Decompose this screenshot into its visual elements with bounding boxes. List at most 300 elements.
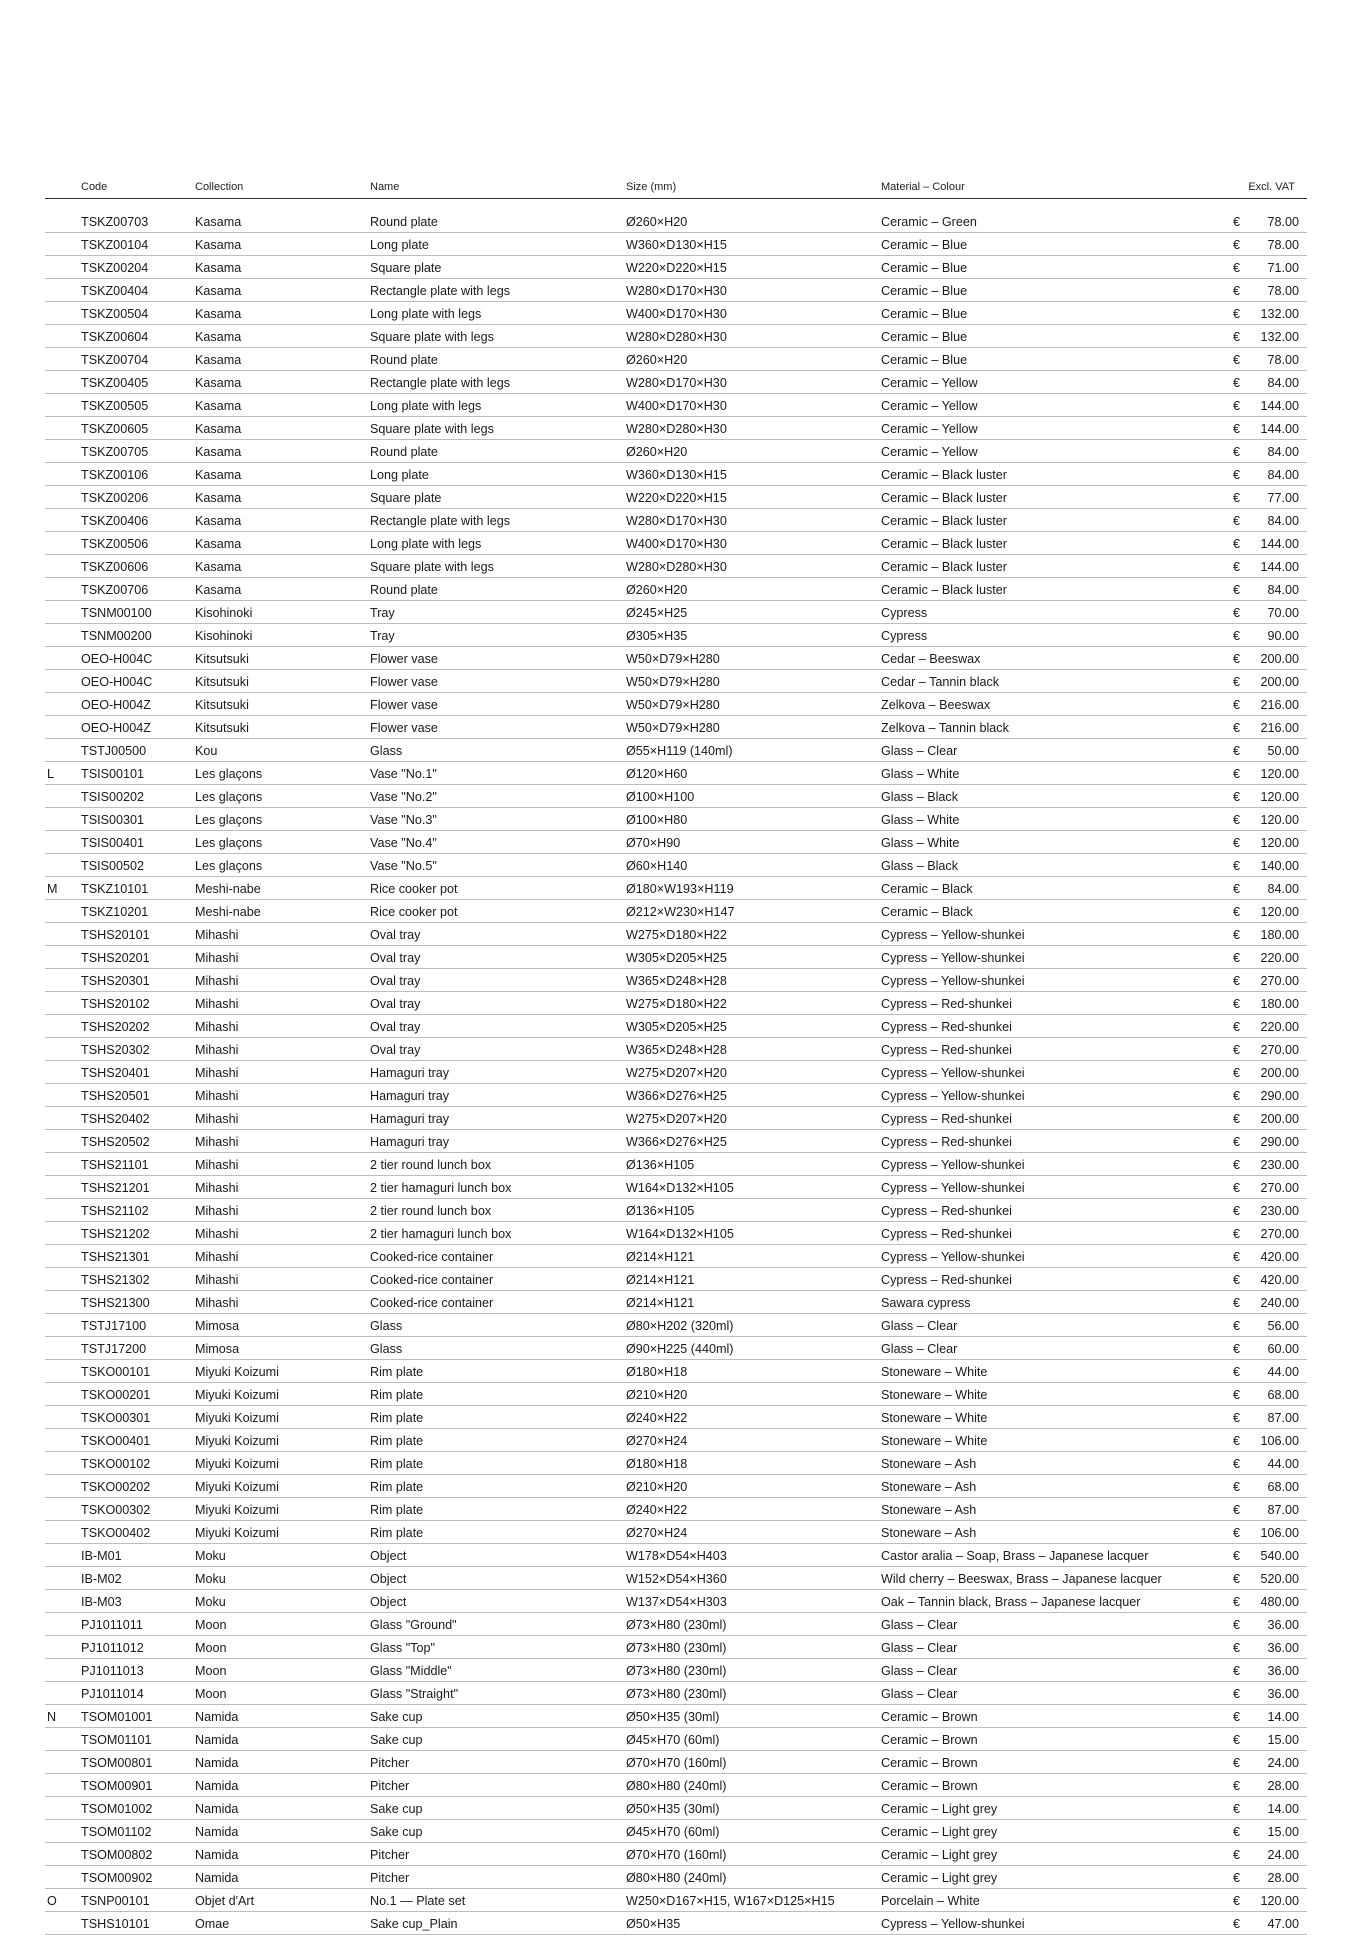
cell-name: Pitcher: [370, 1848, 410, 1862]
cell-price: 44.00: [1267, 1457, 1299, 1471]
cell-collection: Miyuki Koizumi: [195, 1365, 279, 1379]
cell-name: Sake cup: [370, 1825, 423, 1839]
cell-code: TSHS21201: [81, 1181, 150, 1195]
cell-size: W360×D130×H15: [626, 468, 727, 482]
cell-size: W164×D132×H105: [626, 1181, 734, 1195]
cell-material: Ceramic – Blue: [881, 238, 968, 252]
cell-name: Oval tray: [370, 1043, 421, 1057]
cell-size: Ø70×H70 (160ml): [626, 1756, 727, 1770]
cell-currency: €: [1233, 1273, 1241, 1287]
cell-size: W220×D220×H15: [626, 491, 727, 505]
cell-size: W360×D130×H15: [626, 238, 727, 252]
cell-collection: Mihashi: [195, 1158, 239, 1172]
table-row: [45, 1567, 1307, 1590]
cell-price: 84.00: [1267, 583, 1299, 597]
cell-code: TSKZ00404: [81, 284, 149, 298]
cell-name: Square plate with legs: [370, 560, 494, 574]
table-row: [45, 877, 1307, 900]
cell-code: TSKZ00204: [81, 261, 149, 275]
cell-size: Ø210×H20: [626, 1388, 688, 1402]
cell-size: W280×D170×H30: [626, 514, 727, 528]
cell-currency: €: [1233, 606, 1241, 620]
cell-code: TSHS20101: [81, 928, 150, 942]
cell-collection: Les glaçons: [195, 813, 263, 827]
cell-name: Flower vase: [370, 675, 438, 689]
cell-price: 14.00: [1267, 1802, 1299, 1816]
cell-price: 220.00: [1260, 951, 1299, 965]
cell-code: TSKZ00706: [81, 583, 149, 597]
table-row: [45, 555, 1307, 578]
cell-name: Rim plate: [370, 1503, 424, 1517]
table-row: [45, 1843, 1307, 1866]
cell-price: 290.00: [1260, 1089, 1299, 1103]
cell-size: W164×D132×H105: [626, 1227, 734, 1241]
header-size: Size (mm): [626, 181, 677, 193]
cell-price: 120.00: [1260, 767, 1299, 781]
cell-code: TSHS20401: [81, 1066, 150, 1080]
cell-code: TSKZ10101: [81, 882, 149, 896]
table-row: [45, 601, 1307, 624]
cell-name: Hamaguri tray: [370, 1089, 450, 1103]
cell-material: Porcelain – White: [881, 1894, 980, 1908]
cell-size: W275×D180×H22: [626, 997, 727, 1011]
table-row: [45, 1774, 1307, 1797]
index-letter: L: [47, 767, 55, 781]
cell-name: Rim plate: [370, 1480, 424, 1494]
cell-size: W366×D276×H25: [626, 1089, 727, 1103]
table-row: [45, 854, 1307, 877]
cell-price: 15.00: [1267, 1733, 1299, 1747]
cell-collection: Kasama: [195, 261, 242, 275]
cell-code: TSNM00100: [81, 606, 152, 620]
cell-currency: €: [1233, 1871, 1241, 1885]
cell-code: TSHS21101: [81, 1158, 149, 1172]
table-row: [45, 463, 1307, 486]
table-row: [45, 1498, 1307, 1521]
cell-size: W280×D170×H30: [626, 376, 727, 390]
cell-material: Ceramic – Black: [881, 905, 973, 919]
cell-price: 120.00: [1260, 836, 1299, 850]
cell-size: Ø136×H105: [626, 1158, 695, 1172]
cell-size: Ø214×H121: [626, 1250, 695, 1264]
cell-size: Ø270×H24: [626, 1434, 688, 1448]
cell-name: Hamaguri tray: [370, 1066, 450, 1080]
cell-currency: €: [1233, 1618, 1241, 1632]
cell-collection: Mihashi: [195, 1135, 239, 1149]
cell-price: 290.00: [1260, 1135, 1299, 1149]
cell-material: Ceramic – Yellow: [881, 445, 978, 459]
cell-code: TSKZ00406: [81, 514, 149, 528]
cell-size: Ø70×H90: [626, 836, 681, 850]
table-row: [45, 739, 1307, 762]
cell-currency: €: [1233, 399, 1241, 413]
cell-currency: €: [1233, 307, 1241, 321]
cell-name: Glass "Top": [370, 1641, 435, 1655]
cell-price: 84.00: [1267, 468, 1299, 482]
cell-name: Cooked-rice container: [370, 1296, 494, 1310]
cell-collection: Kasama: [195, 514, 242, 528]
cell-currency: €: [1233, 1733, 1241, 1747]
cell-material: Zelkova – Beeswax: [881, 698, 991, 712]
cell-code: TSKZ00705: [81, 445, 149, 459]
cell-material: Ceramic – Blue: [881, 330, 968, 344]
cell-code: TSHS20301: [81, 974, 150, 988]
cell-name: Oval tray: [370, 1020, 421, 1034]
cell-name: 2 tier hamaguri lunch box: [370, 1181, 512, 1195]
cell-name: 2 tier round lunch box: [370, 1204, 492, 1218]
cell-currency: €: [1233, 491, 1241, 505]
cell-price: 68.00: [1267, 1388, 1299, 1402]
cell-name: Flower vase: [370, 698, 438, 712]
cell-currency: €: [1233, 859, 1241, 873]
cell-collection: Moku: [195, 1595, 226, 1609]
cell-name: Oval tray: [370, 997, 421, 1011]
cell-currency: €: [1233, 1296, 1241, 1310]
cell-price: 144.00: [1260, 560, 1299, 574]
cell-name: Round plate: [370, 215, 438, 229]
cell-code: TSHS20502: [81, 1135, 150, 1149]
cell-name: Tray: [370, 629, 395, 643]
cell-code: TSHS21302: [81, 1273, 150, 1287]
cell-price: 78.00: [1267, 238, 1299, 252]
cell-collection: Miyuki Koizumi: [195, 1457, 279, 1471]
cell-name: Square plate: [370, 491, 442, 505]
cell-size: Ø180×H18: [626, 1365, 688, 1379]
table-row: [45, 670, 1307, 693]
cell-name: Glass "Straight": [370, 1687, 459, 1701]
cell-currency: €: [1233, 1204, 1241, 1218]
cell-currency: €: [1233, 790, 1241, 804]
cell-currency: €: [1233, 767, 1241, 781]
cell-size: W137×D54×H303: [626, 1595, 727, 1609]
cell-code: TSKZ00606: [81, 560, 149, 574]
cell-material: Ceramic – Black luster: [881, 560, 1007, 574]
table-row: [45, 1659, 1307, 1682]
cell-collection: Omae: [195, 1917, 230, 1931]
cell-price: 44.00: [1267, 1365, 1299, 1379]
cell-size: Ø60×H140: [626, 859, 688, 873]
cell-material: Stoneware – White: [881, 1434, 988, 1448]
cell-name: 2 tier round lunch box: [370, 1158, 492, 1172]
cell-collection: Mihashi: [195, 974, 239, 988]
cell-code: OEO-H004C: [81, 652, 153, 666]
cell-name: Sake cup: [370, 1710, 423, 1724]
cell-price: 270.00: [1260, 1227, 1299, 1241]
cell-size: Ø100×H80: [626, 813, 688, 827]
table-row: [45, 1337, 1307, 1360]
cell-currency: €: [1233, 445, 1241, 459]
cell-price: 200.00: [1260, 1112, 1299, 1126]
cell-material: Ceramic – Brown: [881, 1733, 978, 1747]
cell-currency: €: [1233, 1595, 1241, 1609]
cell-collection: Kasama: [195, 215, 242, 229]
cell-collection: Kasama: [195, 330, 242, 344]
cell-material: Cedar – Tannin black: [881, 675, 1000, 689]
cell-name: Sake cup_Plain: [370, 1917, 458, 1931]
cell-material: Cypress – Red-shunkei: [881, 1043, 1012, 1057]
table-row: [45, 1728, 1307, 1751]
cell-size: W220×D220×H15: [626, 261, 727, 275]
cell-code: TSKO00101: [81, 1365, 151, 1379]
cell-collection: Kasama: [195, 307, 242, 321]
cell-size: W280×D280×H30: [626, 560, 727, 574]
cell-currency: €: [1233, 215, 1241, 229]
table-row: [45, 1130, 1307, 1153]
cell-price: 68.00: [1267, 1480, 1299, 1494]
cell-code: TSHS21300: [81, 1296, 150, 1310]
cell-code: TSIS00401: [81, 836, 145, 850]
cell-material: Stoneware – Ash: [881, 1526, 977, 1540]
cell-price: 84.00: [1267, 882, 1299, 896]
table-row: [45, 302, 1307, 325]
cell-size: Ø73×H80 (230ml): [626, 1687, 727, 1701]
cell-size: W280×D170×H30: [626, 284, 727, 298]
cell-code: TSKZ00504: [81, 307, 149, 321]
cell-currency: €: [1233, 951, 1241, 965]
cell-currency: €: [1233, 629, 1241, 643]
cell-collection: Mihashi: [195, 1066, 239, 1080]
cell-code: TSKO00302: [81, 1503, 151, 1517]
cell-name: Round plate: [370, 353, 438, 367]
table-row: [45, 1084, 1307, 1107]
cell-code: TSHS20302: [81, 1043, 150, 1057]
cell-price: 216.00: [1260, 721, 1299, 735]
cell-currency: €: [1233, 1710, 1241, 1724]
cell-name: Object: [370, 1595, 407, 1609]
cell-price: 28.00: [1267, 1871, 1299, 1885]
cell-size: Ø120×H60: [626, 767, 688, 781]
cell-code: TSNP00101: [81, 1894, 150, 1908]
cell-size: Ø210×H20: [626, 1480, 688, 1494]
cell-name: Pitcher: [370, 1871, 410, 1885]
cell-size: W178×D54×H403: [626, 1549, 727, 1563]
cell-currency: €: [1233, 1089, 1241, 1103]
cell-size: Ø73×H80 (230ml): [626, 1664, 727, 1678]
cell-price: 56.00: [1267, 1319, 1299, 1333]
cell-collection: Les glaçons: [195, 836, 263, 850]
cell-price: 36.00: [1267, 1641, 1299, 1655]
cell-currency: €: [1233, 261, 1241, 275]
cell-price: 270.00: [1260, 1043, 1299, 1057]
cell-collection: Miyuki Koizumi: [195, 1388, 279, 1402]
cell-currency: €: [1233, 353, 1241, 367]
table-row: [45, 1590, 1307, 1613]
cell-code: TSHS20201: [81, 951, 150, 965]
table-row: [45, 1291, 1307, 1314]
cell-name: Hamaguri tray: [370, 1112, 450, 1126]
cell-currency: €: [1233, 1894, 1241, 1908]
cell-material: Ceramic – Yellow: [881, 399, 978, 413]
cell-code: TSHS20102: [81, 997, 150, 1011]
cell-collection: Mihashi: [195, 1204, 239, 1218]
table-row: [45, 969, 1307, 992]
cell-material: Ceramic – Green: [881, 215, 977, 229]
cell-code: TSKO00301: [81, 1411, 151, 1425]
cell-name: Flower vase: [370, 721, 438, 735]
cell-size: W280×D280×H30: [626, 330, 727, 344]
cell-price: 144.00: [1260, 399, 1299, 413]
cell-price: 106.00: [1260, 1526, 1299, 1540]
cell-name: Rectangle plate with legs: [370, 514, 511, 528]
table-row: [45, 532, 1307, 555]
cell-code: TSKZ00604: [81, 330, 149, 344]
table-row: [45, 1061, 1307, 1084]
cell-material: Glass – White: [881, 813, 960, 827]
cell-size: Ø260×H20: [626, 583, 688, 597]
cell-material: Ceramic – Black luster: [881, 491, 1007, 505]
cell-price: 520.00: [1260, 1572, 1299, 1586]
cell-name: Oval tray: [370, 974, 421, 988]
cell-price: 87.00: [1267, 1503, 1299, 1517]
cell-collection: Les glaçons: [195, 767, 263, 781]
cell-name: Glass: [370, 744, 403, 758]
cell-code: TSKO00102: [81, 1457, 151, 1471]
cell-price: 200.00: [1260, 652, 1299, 666]
cell-size: W280×D280×H30: [626, 422, 727, 436]
table-row: [45, 1015, 1307, 1038]
cell-size: W365×D248×H28: [626, 1043, 727, 1057]
cell-collection: Kasama: [195, 399, 242, 413]
cell-currency: €: [1233, 1112, 1241, 1126]
cell-name: Rim plate: [370, 1434, 424, 1448]
cell-currency: €: [1233, 1319, 1241, 1333]
cell-size: Ø214×H121: [626, 1273, 695, 1287]
cell-collection: Mihashi: [195, 1020, 239, 1034]
cell-currency: €: [1233, 238, 1241, 252]
cell-currency: €: [1233, 1250, 1241, 1264]
cell-size: Ø260×H20: [626, 445, 688, 459]
cell-name: Rice cooker pot: [370, 905, 458, 919]
cell-material: Glass – Clear: [881, 1687, 958, 1701]
cell-size: W152×D54×H360: [626, 1572, 727, 1586]
cell-currency: €: [1233, 1641, 1241, 1655]
table-row: [45, 1107, 1307, 1130]
cell-material: Stoneware – White: [881, 1388, 988, 1402]
cell-price: 47.00: [1267, 1917, 1299, 1931]
cell-code: OEO-H004Z: [81, 698, 151, 712]
cell-size: Ø80×H80 (240ml): [626, 1779, 727, 1793]
cell-collection: Mihashi: [195, 1296, 239, 1310]
cell-code: TSIS00202: [81, 790, 145, 804]
cell-price: 180.00: [1260, 997, 1299, 1011]
cell-size: W275×D207×H20: [626, 1066, 727, 1080]
cell-material: Sawara cypress: [881, 1296, 971, 1310]
cell-material: Ceramic – Black luster: [881, 537, 1007, 551]
table-row: [45, 900, 1307, 923]
cell-size: Ø270×H24: [626, 1526, 688, 1540]
cell-size: W50×D79×H280: [626, 675, 720, 689]
cell-material: Cypress – Yellow-shunkei: [881, 951, 1025, 965]
table-row: [45, 992, 1307, 1015]
cell-price: 132.00: [1260, 307, 1299, 321]
cell-material: Glass – Clear: [881, 1641, 958, 1655]
cell-collection: Les glaçons: [195, 859, 263, 873]
cell-currency: €: [1233, 1480, 1241, 1494]
cell-name: Rectangle plate with legs: [370, 284, 511, 298]
cell-material: Cedar – Beeswax: [881, 652, 981, 666]
cell-name: Round plate: [370, 583, 438, 597]
table-row: [45, 808, 1307, 831]
cell-code: TSKZ00703: [81, 215, 149, 229]
cell-code: OEO-H004C: [81, 675, 153, 689]
cell-name: Pitcher: [370, 1779, 410, 1793]
cell-material: Glass – Clear: [881, 744, 958, 758]
cell-code: TSTJ17200: [81, 1342, 147, 1356]
table-row: [45, 1544, 1307, 1567]
cell-currency: €: [1233, 514, 1241, 528]
cell-name: Vase "No.2": [370, 790, 437, 804]
index-letter: N: [47, 1710, 57, 1724]
cell-code: TSKO00402: [81, 1526, 151, 1540]
cell-material: Ceramic – Black: [881, 882, 973, 896]
cell-currency: €: [1233, 813, 1241, 827]
table-row: [45, 1245, 1307, 1268]
table-row: [45, 394, 1307, 417]
cell-collection: Kisohinoki: [195, 606, 253, 620]
cell-currency: €: [1233, 928, 1241, 942]
cell-currency: €: [1233, 537, 1241, 551]
cell-collection: Namida: [195, 1848, 239, 1862]
cell-price: 28.00: [1267, 1779, 1299, 1793]
cell-code: TSOM01002: [81, 1802, 153, 1816]
cell-price: 60.00: [1267, 1342, 1299, 1356]
cell-material: Ceramic – Black luster: [881, 583, 1007, 597]
cell-size: W400×D170×H30: [626, 537, 727, 551]
cell-price: 78.00: [1267, 215, 1299, 229]
cell-currency: €: [1233, 1066, 1241, 1080]
cell-material: Ceramic – Brown: [881, 1779, 978, 1793]
cell-collection: Namida: [195, 1825, 239, 1839]
cell-material: Stoneware – White: [881, 1411, 988, 1425]
cell-material: Zelkova – Tannin black: [881, 721, 1009, 735]
cell-material: Oak – Tannin black, Brass – Japanese lacquer: [881, 1595, 1141, 1609]
cell-price: 132.00: [1260, 330, 1299, 344]
cell-price: 120.00: [1260, 1894, 1299, 1908]
cell-price: 220.00: [1260, 1020, 1299, 1034]
cell-price: 240.00: [1260, 1296, 1299, 1310]
cell-currency: €: [1233, 1825, 1241, 1839]
cell-material: Cypress – Yellow-shunkei: [881, 1917, 1025, 1931]
cell-size: Ø305×H35: [626, 629, 688, 643]
cell-material: Cypress – Yellow-shunkei: [881, 928, 1025, 942]
cell-currency: €: [1233, 1503, 1241, 1517]
cell-material: Cypress – Yellow-shunkei: [881, 1158, 1025, 1172]
cell-collection: Moku: [195, 1549, 226, 1563]
cell-size: Ø50×H35: [626, 1917, 681, 1931]
table-row: [45, 509, 1307, 532]
cell-material: Ceramic – Blue: [881, 261, 968, 275]
header-material: Material – Colour: [881, 181, 965, 193]
cell-name: Glass: [370, 1342, 403, 1356]
cell-size: Ø70×H70 (160ml): [626, 1848, 727, 1862]
cell-code: TSHS10101: [81, 1917, 150, 1931]
cell-size: W275×D207×H20: [626, 1112, 727, 1126]
cell-price: 180.00: [1260, 928, 1299, 942]
cell-size: W305×D205×H25: [626, 951, 727, 965]
cell-name: Square plate with legs: [370, 330, 494, 344]
cell-size: Ø240×H22: [626, 1411, 688, 1425]
cell-price: 90.00: [1267, 629, 1299, 643]
cell-collection: Mimosa: [195, 1319, 240, 1333]
cell-code: TSHS21102: [81, 1204, 149, 1218]
cell-collection: Miyuki Koizumi: [195, 1526, 279, 1540]
cell-currency: €: [1233, 882, 1241, 896]
cell-code: TSKZ00505: [81, 399, 149, 413]
cell-price: 36.00: [1267, 1618, 1299, 1632]
cell-currency: €: [1233, 698, 1241, 712]
cell-collection: Miyuki Koizumi: [195, 1503, 279, 1517]
cell-code: TSOM00801: [81, 1756, 153, 1770]
